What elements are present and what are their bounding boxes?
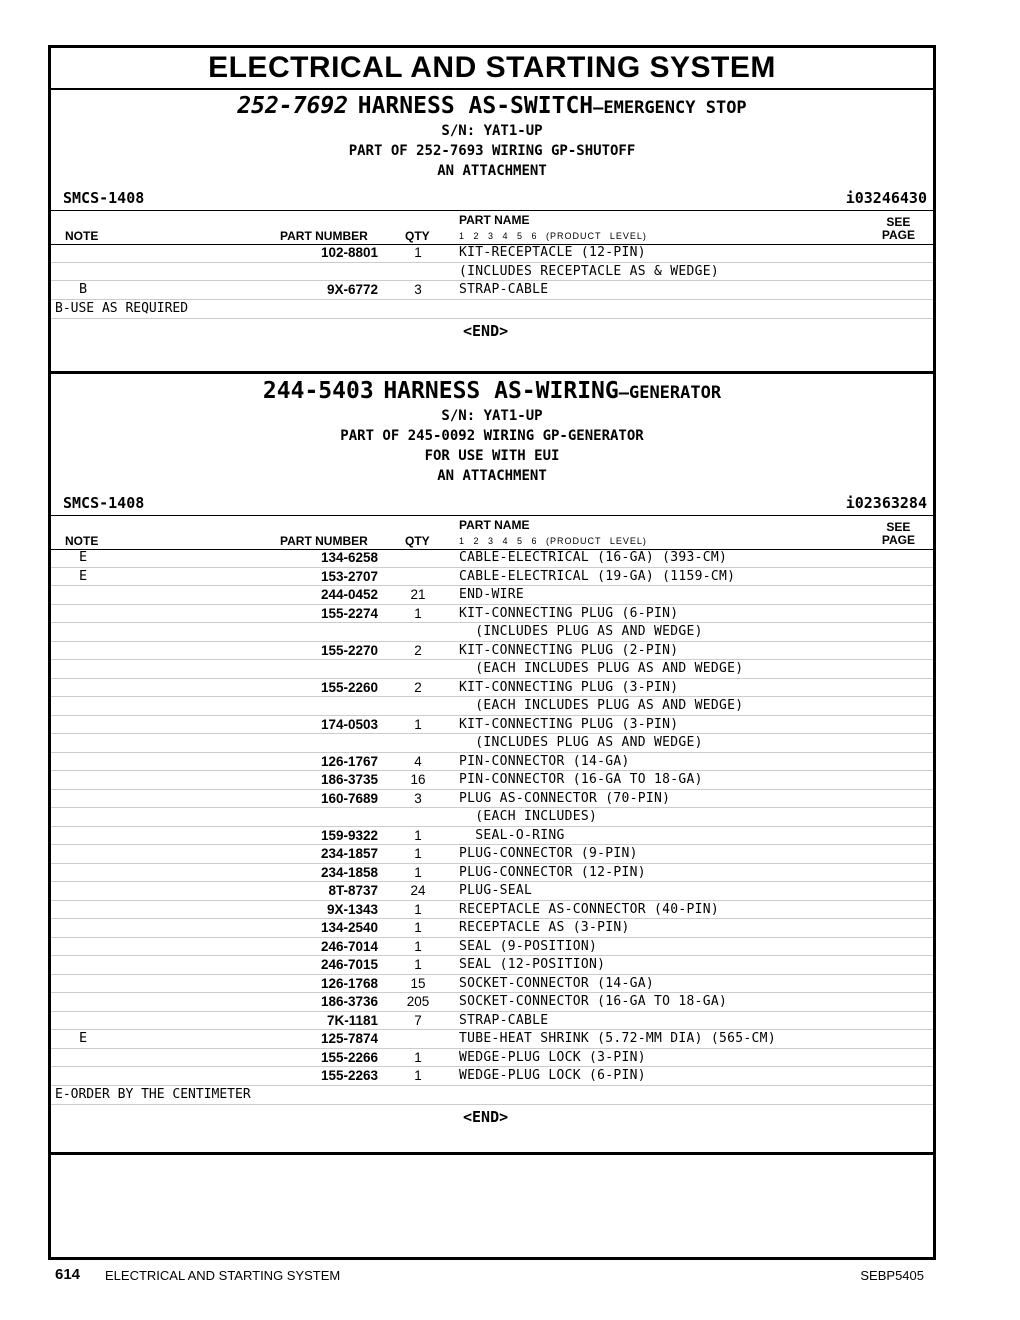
row-qty: 1 bbox=[414, 864, 422, 880]
col-see-page: SEE PAGE bbox=[881, 215, 915, 242]
row-part-name: RECEPTACLE AS-CONNECTOR (40-PIN) bbox=[459, 901, 720, 917]
row-part-name: CABLE-ELECTRICAL (19-GA) (1159-CM) bbox=[459, 568, 736, 584]
row-part-number: 9X-1343 bbox=[326, 901, 378, 917]
section-part-number: 252-7692 bbox=[237, 93, 349, 119]
row-part-name: SOCKET-CONNECTOR (16-GA TO 18-GA) bbox=[459, 994, 728, 1009]
col-part-name: PART NAME bbox=[459, 213, 530, 227]
row-part-name: WEDGE-PLUG LOCK (6-PIN) bbox=[459, 1068, 646, 1083]
table-row bbox=[51, 808, 933, 827]
row-part-number: 186-3735 bbox=[320, 772, 378, 787]
row-qty: 7 bbox=[414, 1012, 422, 1028]
row-qty: 1 bbox=[414, 605, 422, 621]
row-part-number: 134-2540 bbox=[320, 920, 378, 935]
row-part-name: SOCKET-CONNECTOR (14-GA) bbox=[459, 975, 655, 991]
row-part-name: (INCLUDES PLUG AS AND WEDGE) bbox=[459, 624, 703, 639]
row-part-number: 246-7015 bbox=[320, 957, 378, 972]
row-part-name: KIT-RECEPTACLE (12-PIN) bbox=[459, 245, 646, 260]
row-part-name: (EACH INCLUDES) bbox=[459, 809, 598, 824]
row-qty: 2 bbox=[414, 679, 422, 695]
row-part-name: PLUG AS-CONNECTOR (70-PIN) bbox=[459, 790, 671, 806]
row-part-number: 9X-6772 bbox=[326, 282, 378, 297]
parts-list bbox=[51, 549, 933, 1129]
attachment-line: AN ATTACHMENT bbox=[437, 468, 547, 484]
table-row bbox=[51, 938, 933, 957]
row-part-number: 159-9322 bbox=[320, 827, 378, 843]
table-row bbox=[51, 281, 933, 300]
row-part-number: 155-2263 bbox=[320, 1068, 378, 1083]
row-qty: 16 bbox=[410, 772, 426, 787]
row-part-name: SEAL (9-POSITION) bbox=[459, 938, 598, 954]
row-part-number: 8T-8737 bbox=[328, 883, 378, 898]
row-part-name: KIT-CONNECTING PLUG (3-PIN) bbox=[459, 679, 679, 695]
table-row bbox=[51, 753, 933, 772]
row-qty: 4 bbox=[414, 753, 422, 769]
row-part-name: STRAP-CABLE bbox=[459, 282, 549, 297]
row-note: E bbox=[79, 549, 88, 565]
row-part-number: 155-2270 bbox=[320, 642, 378, 658]
row-qty: 1 bbox=[414, 938, 422, 954]
row-part-name: STRAP-CABLE bbox=[459, 1012, 549, 1028]
row-part-name: KIT-CONNECTING PLUG (6-PIN) bbox=[459, 605, 679, 621]
table-row bbox=[51, 771, 933, 790]
row-qty: 1 bbox=[414, 901, 422, 917]
row-qty: 24 bbox=[410, 883, 426, 898]
row-part-number: 153-2707 bbox=[320, 568, 378, 584]
document-id: SEBP5405 bbox=[860, 1268, 924, 1283]
row-part-number: 155-2266 bbox=[320, 1049, 378, 1065]
table-row bbox=[51, 568, 933, 587]
section-harness-wiring bbox=[51, 374, 933, 1155]
table-row bbox=[51, 642, 933, 661]
col-see-page: SEE PAGE bbox=[881, 520, 915, 547]
page-footer bbox=[55, 1266, 930, 1286]
section-part-name: HARNESS AS-WIRING bbox=[383, 378, 619, 404]
row-part-number: 134-6258 bbox=[320, 550, 378, 565]
row-qty: 3 bbox=[414, 282, 422, 297]
table-row bbox=[51, 901, 933, 920]
row-note: E bbox=[79, 1030, 88, 1046]
table-row bbox=[51, 827, 933, 846]
page-header: ELECTRICAL AND STARTING SYSTEM bbox=[51, 48, 933, 90]
parts-page-frame bbox=[48, 45, 936, 1260]
row-part-name: SEAL (12-POSITION) bbox=[459, 957, 606, 972]
table-row bbox=[51, 263, 933, 282]
illustration-id: i03246430 bbox=[845, 189, 927, 207]
end-marker bbox=[51, 319, 933, 343]
col-qty: QTY bbox=[405, 229, 430, 243]
row-part-name: PLUG-CONNECTOR (9-PIN) bbox=[459, 846, 638, 861]
table-row bbox=[51, 549, 933, 568]
col-note: NOTE bbox=[65, 534, 99, 548]
table-row bbox=[51, 975, 933, 994]
row-qty: 1 bbox=[414, 846, 422, 861]
section-title bbox=[51, 93, 933, 119]
row-part-number: 246-7014 bbox=[320, 938, 378, 954]
section-title bbox=[51, 378, 933, 404]
part-of-line: PART OF 245-0092 WIRING GP-GENERATOR bbox=[340, 428, 644, 444]
row-part-name: (INCLUDES RECEPTACLE AS & WEDGE) bbox=[459, 263, 720, 279]
table-row bbox=[51, 1049, 933, 1068]
column-header bbox=[51, 515, 933, 550]
row-part-number: 155-2274 bbox=[320, 605, 378, 621]
row-part-number: 155-2260 bbox=[320, 679, 378, 695]
row-part-name: PIN-CONNECTOR (16-GA TO 18-GA) bbox=[459, 772, 703, 787]
row-part-name: RECEPTACLE AS (3-PIN) bbox=[459, 920, 630, 935]
illustration-id: i02363284 bbox=[845, 494, 927, 512]
row-part-number: 7K-1181 bbox=[326, 1012, 378, 1028]
table-row bbox=[51, 993, 933, 1012]
section-part-subname: –EMERGENCY STOP bbox=[593, 98, 747, 118]
row-qty: 1 bbox=[414, 827, 422, 843]
row-qty: 1 bbox=[414, 716, 422, 732]
row-qty: 2 bbox=[414, 642, 422, 658]
section-part-subname: –GENERATOR bbox=[618, 383, 722, 403]
row-part-number: 174-0503 bbox=[320, 716, 378, 732]
row-part-number: 186-3736 bbox=[320, 994, 378, 1009]
section-part-number: 244-5403 bbox=[262, 378, 374, 404]
row-note: E bbox=[79, 567, 88, 584]
col-part-number: PART NUMBER bbox=[280, 229, 368, 243]
row-part-name: PLUG-CONNECTOR (12-PIN) bbox=[459, 864, 646, 880]
row-qty: 1 bbox=[414, 957, 422, 972]
table-row bbox=[51, 864, 933, 883]
serial-line: S/N: YAT1-UP bbox=[441, 123, 543, 139]
col-part-number: PART NUMBER bbox=[280, 534, 368, 548]
table-row bbox=[51, 716, 933, 735]
row-part-name: PLUG-SEAL bbox=[459, 883, 533, 898]
row-part-number: 160-7689 bbox=[320, 790, 378, 806]
row-part-number: 126-1767 bbox=[320, 753, 378, 769]
column-header bbox=[51, 210, 933, 245]
row-part-name: KIT-CONNECTING PLUG (2-PIN) bbox=[459, 642, 679, 658]
row-part-name: SEAL-O-RING bbox=[459, 827, 565, 843]
row-qty: 1 bbox=[414, 245, 422, 260]
end-marker-text: <END> bbox=[463, 321, 509, 340]
page-number: 614 bbox=[55, 1266, 81, 1283]
row-note: B bbox=[79, 281, 88, 297]
table-row bbox=[51, 244, 933, 263]
col-qty: QTY bbox=[405, 534, 430, 548]
table-row bbox=[51, 956, 933, 975]
row-part-name: TUBE-HEAT SHRINK (5.72-MM DIA) (565-CM) bbox=[459, 1031, 776, 1046]
row-part-name: (INCLUDES PLUG AS AND WEDGE) bbox=[459, 735, 703, 750]
row-qty: 15 bbox=[410, 975, 426, 991]
smcs-code: SMCS-1408 bbox=[63, 189, 145, 207]
col-part-name: PART NAME bbox=[459, 518, 530, 532]
row-part-number: 102-8801 bbox=[320, 245, 378, 260]
col-product-levels: 1 2 3 4 5 6 (PRODUCT LEVEL) bbox=[459, 536, 647, 546]
row-part-name: CABLE-ELECTRICAL (16-GA) (393-CM) bbox=[459, 550, 728, 565]
table-row bbox=[51, 679, 933, 698]
table-row bbox=[51, 919, 933, 938]
section-part-name: HARNESS AS-SWITCH bbox=[357, 93, 594, 119]
row-qty: 3 bbox=[414, 790, 422, 806]
footer-section-title: ELECTRICAL AND STARTING SYSTEM bbox=[105, 1268, 341, 1283]
table-row bbox=[51, 882, 933, 901]
table-row bbox=[51, 845, 933, 864]
row-qty: 1 bbox=[414, 920, 422, 935]
row-part-number: 234-1857 bbox=[320, 846, 378, 861]
smcs-code: SMCS-1408 bbox=[63, 494, 145, 512]
table-row bbox=[51, 660, 933, 679]
row-part-name: (EACH INCLUDES PLUG AS AND WEDGE) bbox=[459, 661, 744, 676]
parts-list bbox=[51, 244, 933, 343]
table-row bbox=[51, 1012, 933, 1031]
row-part-name: END-WIRE bbox=[459, 587, 525, 602]
serial-line: S/N: YAT1-UP bbox=[441, 408, 543, 424]
row-qty: 1 bbox=[414, 1068, 422, 1083]
table-row bbox=[51, 697, 933, 716]
col-note: NOTE bbox=[65, 229, 99, 243]
row-part-name: WEDGE-PLUG LOCK (3-PIN) bbox=[459, 1049, 646, 1065]
end-marker bbox=[51, 1105, 933, 1129]
row-part-number: 125-7874 bbox=[320, 1031, 378, 1046]
section-harness-switch bbox=[51, 88, 933, 374]
table-row bbox=[51, 623, 933, 642]
attachment-line: AN ATTACHMENT bbox=[437, 163, 547, 179]
end-marker-text: <END> bbox=[463, 1107, 509, 1126]
table-row bbox=[51, 790, 933, 809]
row-part-number: 126-1768 bbox=[320, 975, 378, 991]
row-qty: 1 bbox=[414, 1049, 422, 1065]
row-part-name: (EACH INCLUDES PLUG AS AND WEDGE) bbox=[459, 698, 744, 713]
row-part-name: KIT-CONNECTING PLUG (3-PIN) bbox=[459, 716, 679, 732]
usage-line: FOR USE WITH EUI bbox=[424, 448, 560, 464]
row-qty: 21 bbox=[410, 587, 426, 602]
part-of-line: PART OF 252-7693 WIRING GP-SHUTOFF bbox=[348, 143, 636, 159]
row-part-name: PIN-CONNECTOR (14-GA) bbox=[459, 753, 630, 769]
row-part-number: 244-0452 bbox=[320, 587, 378, 602]
table-row bbox=[51, 734, 933, 753]
table-row bbox=[51, 605, 933, 624]
footnote: B-USE AS REQUIRED bbox=[51, 300, 933, 319]
table-row bbox=[51, 586, 933, 605]
row-qty: 205 bbox=[406, 994, 430, 1009]
col-product-levels: 1 2 3 4 5 6 (PRODUCT LEVEL) bbox=[459, 231, 647, 241]
row-part-number: 234-1858 bbox=[320, 864, 378, 880]
table-row bbox=[51, 1030, 933, 1049]
table-row bbox=[51, 1067, 933, 1086]
footnote: E-ORDER BY THE CENTIMETER bbox=[51, 1086, 933, 1105]
